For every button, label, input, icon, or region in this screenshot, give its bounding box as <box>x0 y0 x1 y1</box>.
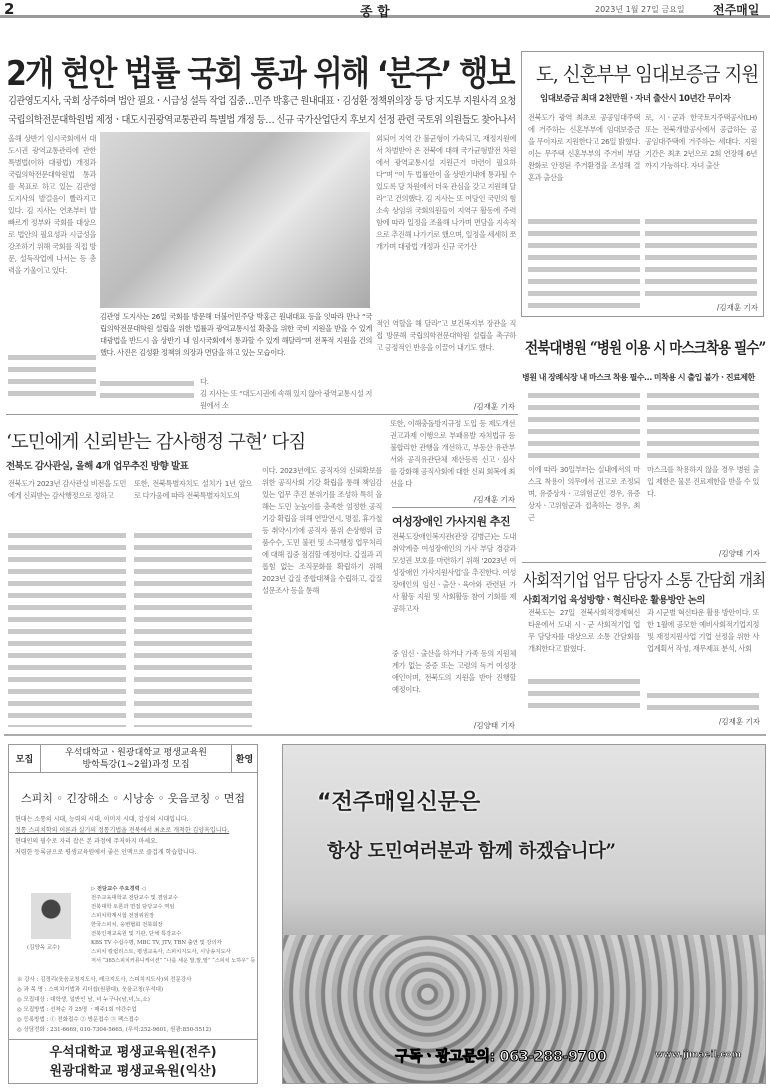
divider <box>4 734 766 736</box>
side3-column-2: 과 시군별 혁신타운 활용 방안이다. 또한 1월에 공모한 예비사회적기업지정 및 재정지원사업 기업 선정을 위한 사업계획서 작성, 재무제표 분석, 사회 <box>647 608 759 653</box>
lecturer-info: ※ 강사 : 김정리(웃음코칭지도사, 레크지도사, 스피치지도사)외 전문강사 <box>17 977 192 983</box>
career-item: KBS TV 수십수명, MBC TV, JTV, TBN 출연 및 강의자 <box>91 940 222 946</box>
lead-tail-1: 다. <box>200 377 209 386</box>
side1-body-text <box>645 216 757 296</box>
side3-column-1: 전북도는 27일 전북사회적경제혁신타운에서 도내 시ㆍ군 사회적기업 업무 담당자를 대상으로 소통 간담회를 개최한다고 밝혔다. <box>528 608 640 653</box>
side1-column-2: 로, 시ㆍ군과 한국토지주택공사(LH) 또는 전북개발공사에서 공급하는 공공임대주택에 거주하는 세대다. 지원기간은 최초 2년으로 2회 연장해 6년까지 가능하다. 자녀 출산 <box>645 113 757 170</box>
career-item: 전주교육대학교 전담교수 및 겸임교수 <box>91 895 178 901</box>
paper-promo-ad <box>282 744 766 1084</box>
lead-photo <box>100 132 370 308</box>
career-list <box>91 885 255 966</box>
audit-column-2: 또한, 전북특별자치도 설치가 1년 앞으로 다가옴에 따라 전북특별자치도의 <box>134 479 252 500</box>
lead-headline: 2개 현안 법률 국회 통과 위해 ‘분주’ 행보 <box>6 54 514 94</box>
lead-body-text <box>100 378 194 402</box>
audit-column-3: 이다. 2023년에도 공직자의 신뢰확보를 위한 공직사회 기강 확립을 통해 책임감 있는 업무 추진 분위기를 조성하 특히 올해는 도민 눈높이를 충족한 엄정한 공직기강 확립을 위해 연말연시, 명절, 휴가철 등 취약시기에 공직자 품위 손상행위 금품수수, 도민 불편 및 소극행정 업무처리에 대해 집중 점검할 예정이다. 갑질과 괴롭힘 없는 조직문화를 확립하기 위해 2023년 갑질 종합대책을 수립하고, 갑질 설문조사 등을 통해 <box>262 466 382 595</box>
lead-column-right: 외되어 지역 간 불균형이 가속되고, 재정지원에서 차별받아 온 전북에 대해 국가균형발전 차원에서 광역교통시설 지원근거 마련이 필요하다”며 “이 두 법률안이 올 상반기내에 통과될 수 있도록 당 차원에서 더욱 관심을 갖고 지원해 달라”고 건의했다. 김 지사는 또 여당인 국민의 힘 소속 상임위 국회의원들이 지역구 활동에 주력함에 따라 일정을 조율해 나가며 면담을 지속적으로 추진해 나가기로 했으며, 일정을 세세히 쪼개가며 대광법 개정과 신규 국가산 <box>376 134 516 251</box>
promo-line-2: 항상 도민여러분과 함께 하겠습니다” <box>327 841 616 862</box>
lead-column-1: 올해 상반기 임시국회에서 대도시권 광역교통관리에 관한 특별법(이하 대광법) 개정과 국립의학전문대학원법 통과를 목표로 하고 있는 김관영 도지사의 발걸음이 빨라지고 있다. 김 지사는 연초부터 발 빠르게 정부와 국회를 대상으로 법안의 필요성과 시급성을 강조하기 위해 국회를 직접 방문, 설득작업에 나서는 등 총력을 기울이고 있다. <box>8 134 96 275</box>
career-item: 전북대학 토론과 면접 담당교수 역임 <box>91 904 175 910</box>
lead-subheads <box>8 92 518 130</box>
audit-column-1: 전북도가 2023년 감사관실 비전을 도민에게 신뢰받는 감사행정으로 정하고 <box>8 479 126 500</box>
lead-tail <box>200 376 372 412</box>
career-title: ▷ 전담교수 주요경력 ◁ <box>91 886 146 892</box>
women-byline: /김양태 기자 <box>473 721 515 730</box>
career-item: 스피치학계시험 전점위원장 <box>91 913 155 919</box>
issue-date: 2023년 1월 27일 금요일 <box>595 5 685 14</box>
ad-info <box>17 975 255 1035</box>
ad-title-2: 방학특강(1~2월)과정 모집 <box>82 760 190 770</box>
lead-subhead-2: 국립의학전문대학원법 제정ㆍ대도시권광역교통관리 특별법 개정 등… 신규 국가산업단지 후보지 선정 관련 국토위 의원들도 찾아나서 <box>8 115 516 126</box>
section-name: 종 합 <box>360 5 390 20</box>
side3-body-text <box>647 690 759 712</box>
photo-caption: (김양옥 교수) <box>27 945 60 951</box>
paper-logo: 전주매일 <box>713 3 760 17</box>
audit-headline: ‘도민에게 신뢰받는 감사행정 구현’ 다짐 <box>6 432 306 453</box>
side2-subhead: 병원 내 장례식장 내 마스크 착용 필수… 미착용 시 출입 불가ㆍ진료제한 <box>522 373 755 382</box>
ad-tag-welcome: 환영 <box>231 745 257 772</box>
info-line: ◎ 모집대상 : 대학생, 일반인 남, 녀 누구나(남,녀,노,소) <box>17 997 150 1003</box>
divider <box>392 507 516 508</box>
career-item: 한국스피치, 웅변협회 전북회장 <box>91 922 163 928</box>
ad-footer-2: 원광대학교 평생교육원(익산) <box>49 1064 217 1079</box>
ad-footer <box>9 1039 257 1081</box>
ad-intro-line: 정통 스피치학의 이론과 실기의 정통기법을 전북에서 최초로 개척한 김양옥입니다. <box>15 827 230 834</box>
lead-subhead-1: 김관영도지사, 국회 상주하며 법안 필요ㆍ시급성 설득 작업 집중…민주 박홍근 원내대표ㆍ김성환 정책위의장 등 당 지도부 지원사격 요청 <box>8 96 516 107</box>
page-header <box>0 0 770 18</box>
audit-byline: /김재훈 기자 <box>473 495 515 504</box>
lead-photo-caption: 김관영 도지사는 26일 국회를 방문해 더불어민주당 박홍근 원내대표 등을 잇따라 만나 “국립의학전문대학원 설립을 위한 법률과 광역교통시설 확충을 위한 국비 지원을 받을 수 있게 대광법을 반드시 올 상반기 내 임시국회에서 통과할 수 있게 해달라”며 전폭적 지원을 건의했다. 사진은 김성환 정책위 의장과 면담을 하고 있는 모습이다. <box>100 312 372 357</box>
side3-headline: 사회적기업 업무 담당자 소통 간담회 개최 <box>523 571 766 591</box>
info-line: ◎ 과 목 명 : 스피치기법과 리더쉽(원광대), 웃음코칭(우석대) <box>17 987 164 993</box>
women-headline: 여성장애인 가사지원 추진 <box>392 515 511 528</box>
side2-headline: 전북대병원 “병원 이용 시 마스크착용 필수” <box>525 338 766 357</box>
side3-subhead: 사회적기업 육성방향ㆍ혁신타운 활용방안 논의 <box>523 595 705 606</box>
career-item: 전북인재교육원 및 기관, 단체 특강교수 <box>91 931 182 937</box>
side1-headline: 도, 신혼부부 임대보증금 지원 <box>536 62 759 86</box>
women-tail: 중 임신ㆍ출산을 하거나 가족 등의 지원체계가 없는 중증 또는 고령의 독거 여성장애인이며, 전북도의 지원을 받아 진행할 예정이다. <box>392 649 516 694</box>
audit-subhead: 전북도 감사관실, 올해 4개 업무추진 방향 발표 <box>6 461 189 472</box>
career-item: 스피치 칼럼리스트, 평생교육사, 스피치지도사, 시낭송지도사 <box>91 949 231 955</box>
women-body: 전북도장애인복지관(관장 김병근)는 도내 취약계층 여성장애인의 가사 부담 경감과 모성권 보호를 마련하기 위해 ‘2023년 여성장애인 가사지원사업’을 추진한다. 여성장애인의 임신ㆍ출산ㆍ육아와 관련된 가사 활동 지원 및 사회활동 참여 기회를 제공하고자 <box>392 532 516 613</box>
contact-phone: 구독ㆍ광고문의: 063-288-9700 <box>395 1049 607 1065</box>
lead-byline: /김재훈 기자 <box>473 402 515 411</box>
side2-column-2: 마스크를 착용하지 않을 경우 병원 출입 제한은 물론 진료제한을 받을 수 있다. <box>647 465 759 498</box>
page-number: 2 <box>4 0 15 18</box>
side1-byline: /김재훈 기자 <box>716 303 758 312</box>
side2-byline: /김양태 기자 <box>718 549 760 558</box>
divider <box>6 414 518 415</box>
side3-byline: /김재훈 기자 <box>718 717 760 726</box>
side2-column-1: 이에 따라 30일부터는 실내에서의 마스크 착용이 의무에서 권고로 조정되며, 유증상자ㆍ고위험군인 경우, 유증상자ㆍ고위험군과 접촉하는 경우, 최근 <box>528 465 640 522</box>
ad-tag-recruit: 모집 <box>9 745 41 772</box>
website-url[interactable]: www.jjmaeil.com <box>655 1050 741 1060</box>
side1-column-1: 전북도가 광역 최초로 공공임대주택에 거주하는 신혼부부에 임대보증금을 무이자로 지원한다고 26일 밝혔다. 이는 무주택 신혼부부의 주거비 부담 완화로 안정된 주거환경을 조성해 결혼과 출산을 <box>528 113 640 182</box>
professor-photo <box>31 893 71 939</box>
ad-intro-line: 현대는 소통의 시대, 능력의 시대, 이미지 시대, 감성의 시대입니다. <box>15 816 189 823</box>
lead-tail-3: 적인 역할을 해 달라”고 보건복지부 장관을 직접 방문해 국립의학전문대학원 설립을 촉구하고 긍정적인 반응을 이끌어 내기도 했다. <box>376 319 516 352</box>
info-line: ◎ 등록방법 : ① 전화접수 ② 방문접수 ③ 팩스접수 <box>17 1017 140 1023</box>
divider <box>522 562 766 563</box>
career-item: 저서 “365스피치커뮤니케이션” “나를 세운 말,말,말” “스피치 노하우” 등 <box>91 958 256 964</box>
info-line: ◎ 상담전화 : 231-6669, 010-7304-5665, (우석:252-9601, 원광:850-5512) <box>17 1027 212 1033</box>
promo-line-1: “전주매일신문은 <box>317 790 481 815</box>
side1-subhead: 임대보증금 최대 2천만원ㆍ자녀 출산시 10년간 무이자 <box>540 94 731 104</box>
info-line: ◎ 모집방법 : 선착순 각 25명 ㆍ매주1회 야간수업 <box>17 1007 137 1013</box>
ad-intro-line: 현대인의 필수로 자리 잡은 본 과정에 주저하지 마세요. <box>15 838 158 845</box>
audit-body-text <box>8 530 126 727</box>
side2-body-text <box>528 390 640 462</box>
ad-footer-1: 우석대학교 평생교육원(전주) <box>49 1045 217 1060</box>
side2-body-text <box>647 390 759 462</box>
education-ad <box>8 744 258 1084</box>
audit-column-4: 또한, 이해충돌방지규정 도입 등 제도개선 권고과제 이행으로 부패유발 자치법규 등 불합리한 관행을 개선하고, 부동산 유관부서와 공직유관단체 재산등록 신고ㆍ심사를 강화해 공직사회에 대한 신뢰 회복에 최선을 다 <box>390 419 515 488</box>
ad-title: 우석대학교ㆍ원광대학교 평생교육원 <box>65 748 207 758</box>
ad-courses: 스피치 ◦ 긴장해소 ◦ 시낭송 ◦ 웃음코칭 ◦ 면접 <box>21 792 245 805</box>
lead-tail-2: 김 지사는 또 “대도시권에 속해 있지 않아 광역교통시설 지원에서 소 <box>200 389 372 410</box>
ad-intro <box>15 814 253 858</box>
lead-body-text <box>8 352 96 400</box>
side1-body-text <box>528 216 640 312</box>
side3-body-text <box>528 676 640 712</box>
ad-intro-line: 저렴한 등록금으로 평생교육원에서 좋은 인맥으로 즐겁게 학습합니다. <box>15 849 197 856</box>
audit-body-text <box>134 530 252 727</box>
